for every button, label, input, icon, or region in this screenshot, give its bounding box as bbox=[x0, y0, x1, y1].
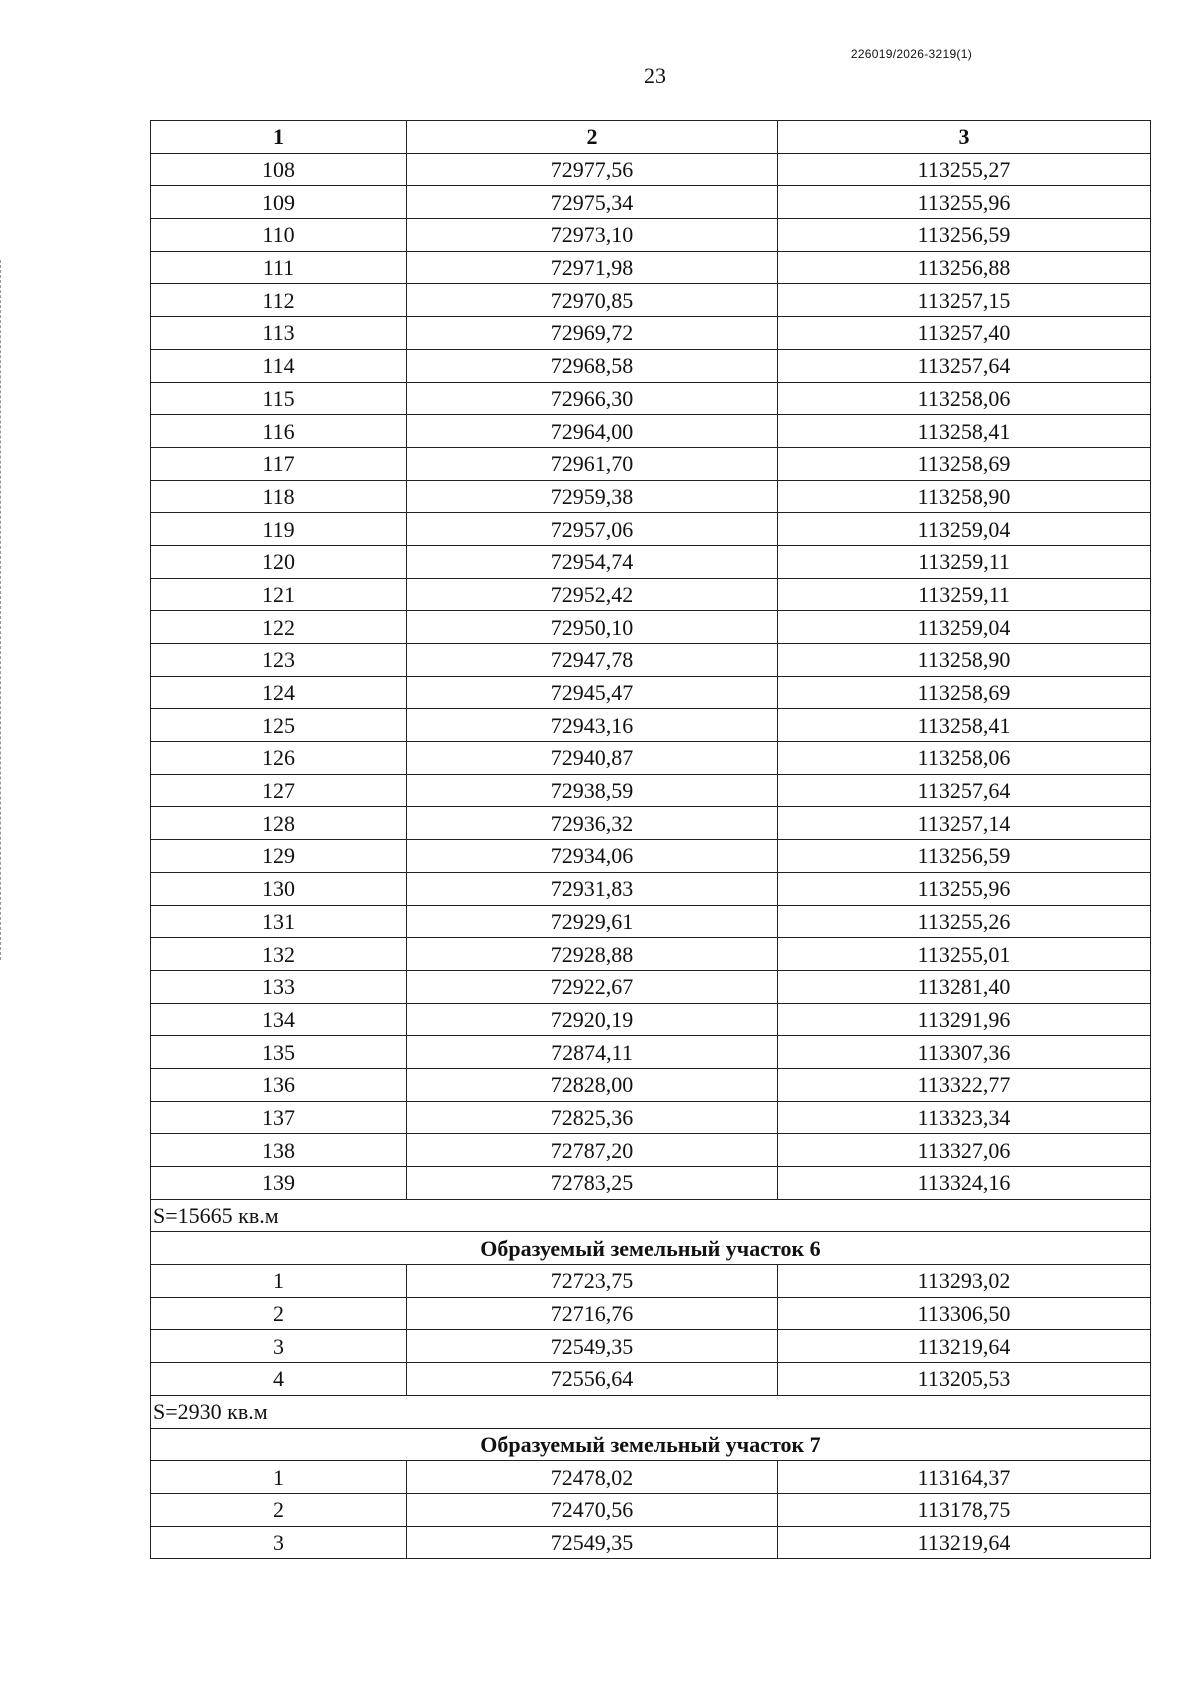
x-coordinate-cell: 72973,10 bbox=[407, 219, 778, 252]
y-coordinate-cell: 113219,64 bbox=[778, 1526, 1151, 1559]
table-row bbox=[151, 186, 1151, 219]
table-row bbox=[151, 1363, 1151, 1396]
point-number-cell: 1 bbox=[151, 1461, 407, 1494]
x-coordinate-cell: 72940,87 bbox=[407, 742, 778, 775]
point-number-cell: 129 bbox=[151, 840, 407, 873]
table-row bbox=[151, 938, 1151, 971]
section-title-6: Образуемый земельный участок 6 bbox=[151, 1232, 1151, 1265]
y-coordinate-cell: 113255,26 bbox=[778, 905, 1151, 938]
y-coordinate-cell: 113258,41 bbox=[778, 415, 1151, 448]
y-coordinate-cell: 113258,06 bbox=[778, 382, 1151, 415]
point-number-cell: 126 bbox=[151, 742, 407, 775]
point-number-cell: 118 bbox=[151, 480, 407, 513]
area-total-row bbox=[151, 1395, 1151, 1428]
y-coordinate-cell: 113322,77 bbox=[778, 1068, 1151, 1101]
x-coordinate-cell: 72969,72 bbox=[407, 317, 778, 350]
x-coordinate-cell: 72549,35 bbox=[407, 1526, 778, 1559]
point-number-cell: 3 bbox=[151, 1526, 407, 1559]
column-header-3: 3 bbox=[778, 121, 1151, 154]
y-coordinate-cell: 113258,41 bbox=[778, 709, 1151, 742]
y-coordinate-cell: 113327,06 bbox=[778, 1134, 1151, 1167]
x-coordinate-cell: 72947,78 bbox=[407, 644, 778, 677]
table-row bbox=[151, 1036, 1151, 1069]
page-number: 23 bbox=[644, 63, 666, 88]
table-row bbox=[151, 1461, 1151, 1494]
column-header-2: 2 bbox=[407, 121, 778, 154]
point-number-cell: 112 bbox=[151, 284, 407, 317]
table-row bbox=[151, 872, 1151, 905]
point-number-cell: 132 bbox=[151, 938, 407, 971]
y-coordinate-cell: 113259,11 bbox=[778, 578, 1151, 611]
y-coordinate-cell: 113255,96 bbox=[778, 872, 1151, 905]
point-number-cell: 139 bbox=[151, 1167, 407, 1200]
coordinates-table bbox=[150, 120, 1151, 1559]
y-coordinate-cell: 113257,40 bbox=[778, 317, 1151, 350]
point-number-cell: 111 bbox=[151, 251, 407, 284]
x-coordinate-cell: 72929,61 bbox=[407, 905, 778, 938]
point-number-cell: 117 bbox=[151, 447, 407, 480]
x-coordinate-cell: 72928,88 bbox=[407, 938, 778, 971]
table-row bbox=[151, 382, 1151, 415]
y-coordinate-cell: 113255,96 bbox=[778, 186, 1151, 219]
point-number-cell: 2 bbox=[151, 1493, 407, 1526]
y-coordinate-cell: 113164,37 bbox=[778, 1461, 1151, 1494]
y-coordinate-cell: 113257,64 bbox=[778, 349, 1151, 382]
y-coordinate-cell: 113255,01 bbox=[778, 938, 1151, 971]
x-coordinate-cell: 72971,98 bbox=[407, 251, 778, 284]
y-coordinate-cell: 113258,90 bbox=[778, 480, 1151, 513]
y-coordinate-cell: 113259,04 bbox=[778, 513, 1151, 546]
y-coordinate-cell: 113256,88 bbox=[778, 251, 1151, 284]
table-row bbox=[151, 774, 1151, 807]
y-coordinate-cell: 113259,04 bbox=[778, 611, 1151, 644]
point-number-cell: 128 bbox=[151, 807, 407, 840]
y-coordinate-cell: 113291,96 bbox=[778, 1003, 1151, 1036]
point-number-cell: 125 bbox=[151, 709, 407, 742]
x-coordinate-cell: 72938,59 bbox=[407, 774, 778, 807]
table-row bbox=[151, 970, 1151, 1003]
x-coordinate-cell: 72825,36 bbox=[407, 1101, 778, 1134]
point-number-cell: 109 bbox=[151, 186, 407, 219]
x-coordinate-cell: 72950,10 bbox=[407, 611, 778, 644]
y-coordinate-cell: 113219,64 bbox=[778, 1330, 1151, 1363]
section-title-6-row bbox=[151, 1232, 1151, 1265]
x-coordinate-cell: 72478,02 bbox=[407, 1461, 778, 1494]
table-row bbox=[151, 219, 1151, 252]
point-number-cell: 3 bbox=[151, 1330, 407, 1363]
point-number-cell: 131 bbox=[151, 905, 407, 938]
table-row bbox=[151, 1134, 1151, 1167]
point-number-cell: 127 bbox=[151, 774, 407, 807]
x-coordinate-cell: 72966,30 bbox=[407, 382, 778, 415]
y-coordinate-cell: 113324,16 bbox=[778, 1167, 1151, 1200]
y-coordinate-cell: 113205,53 bbox=[778, 1363, 1151, 1396]
y-coordinate-cell: 113323,34 bbox=[778, 1101, 1151, 1134]
table-row bbox=[151, 644, 1151, 677]
point-number-cell: 136 bbox=[151, 1068, 407, 1101]
table-row bbox=[151, 284, 1151, 317]
coordinates-sheet bbox=[150, 120, 1150, 1559]
point-number-cell: 122 bbox=[151, 611, 407, 644]
column-header-1: 1 bbox=[151, 121, 407, 154]
x-coordinate-cell: 72943,16 bbox=[407, 709, 778, 742]
x-coordinate-cell: 72723,75 bbox=[407, 1265, 778, 1298]
point-number-cell: 137 bbox=[151, 1101, 407, 1134]
point-number-cell: 1 bbox=[151, 1265, 407, 1298]
y-coordinate-cell: 113178,75 bbox=[778, 1493, 1151, 1526]
y-coordinate-cell: 113256,59 bbox=[778, 840, 1151, 873]
coordinates-table-body bbox=[151, 121, 1151, 1559]
x-coordinate-cell: 72783,25 bbox=[407, 1167, 778, 1200]
point-number-cell: 133 bbox=[151, 970, 407, 1003]
table-row bbox=[151, 1003, 1151, 1036]
table-header-row bbox=[151, 121, 1151, 154]
point-number-cell: 4 bbox=[151, 1363, 407, 1396]
point-number-cell: 135 bbox=[151, 1036, 407, 1069]
point-number-cell: 108 bbox=[151, 153, 407, 186]
point-number-cell: 2 bbox=[151, 1297, 407, 1330]
point-number-cell: 134 bbox=[151, 1003, 407, 1036]
table-row bbox=[151, 578, 1151, 611]
table-row bbox=[151, 317, 1151, 350]
x-coordinate-cell: 72952,42 bbox=[407, 578, 778, 611]
x-coordinate-cell: 72549,35 bbox=[407, 1330, 778, 1363]
table-row bbox=[151, 447, 1151, 480]
table-row bbox=[151, 1265, 1151, 1298]
point-number-cell: 116 bbox=[151, 415, 407, 448]
point-number-cell: 120 bbox=[151, 545, 407, 578]
table-row bbox=[151, 1167, 1151, 1200]
y-coordinate-cell: 113258,06 bbox=[778, 742, 1151, 775]
y-coordinate-cell: 113293,02 bbox=[778, 1265, 1151, 1298]
y-coordinate-cell: 113259,11 bbox=[778, 545, 1151, 578]
point-number-cell: 110 bbox=[151, 219, 407, 252]
table-row bbox=[151, 807, 1151, 840]
y-coordinate-cell: 113281,40 bbox=[778, 970, 1151, 1003]
x-coordinate-cell: 72970,85 bbox=[407, 284, 778, 317]
y-coordinate-cell: 113255,27 bbox=[778, 153, 1151, 186]
table-row bbox=[151, 153, 1151, 186]
point-number-cell: 123 bbox=[151, 644, 407, 677]
point-number-cell: 138 bbox=[151, 1134, 407, 1167]
table-row bbox=[151, 545, 1151, 578]
table-row bbox=[151, 513, 1151, 546]
point-number-cell: 119 bbox=[151, 513, 407, 546]
x-coordinate-cell: 72920,19 bbox=[407, 1003, 778, 1036]
table-row bbox=[151, 1101, 1151, 1134]
table-row bbox=[151, 611, 1151, 644]
y-coordinate-cell: 113258,69 bbox=[778, 447, 1151, 480]
x-coordinate-cell: 72977,56 bbox=[407, 153, 778, 186]
table-row bbox=[151, 1068, 1151, 1101]
table-row bbox=[151, 676, 1151, 709]
x-coordinate-cell: 72556,64 bbox=[407, 1363, 778, 1396]
table-row bbox=[151, 1526, 1151, 1559]
table-row bbox=[151, 1330, 1151, 1363]
x-coordinate-cell: 72931,83 bbox=[407, 872, 778, 905]
table-row bbox=[151, 349, 1151, 382]
y-coordinate-cell: 113258,69 bbox=[778, 676, 1151, 709]
x-coordinate-cell: 72787,20 bbox=[407, 1134, 778, 1167]
point-number-cell: 121 bbox=[151, 578, 407, 611]
x-coordinate-cell: 72954,74 bbox=[407, 545, 778, 578]
document-number: 226019/2026-3219(1) bbox=[850, 47, 972, 61]
table-row bbox=[151, 742, 1151, 775]
x-coordinate-cell: 72934,06 bbox=[407, 840, 778, 873]
table-row bbox=[151, 1493, 1151, 1526]
x-coordinate-cell: 72961,70 bbox=[407, 447, 778, 480]
x-coordinate-cell: 72957,06 bbox=[407, 513, 778, 546]
y-coordinate-cell: 113257,15 bbox=[778, 284, 1151, 317]
table-row bbox=[151, 709, 1151, 742]
section-title-7-row bbox=[151, 1428, 1151, 1461]
x-coordinate-cell: 72936,32 bbox=[407, 807, 778, 840]
area-total: S=2930 кв.м bbox=[151, 1395, 1151, 1428]
y-coordinate-cell: 113256,59 bbox=[778, 219, 1151, 252]
x-coordinate-cell: 72716,76 bbox=[407, 1297, 778, 1330]
table-row bbox=[151, 415, 1151, 448]
table-row bbox=[151, 480, 1151, 513]
x-coordinate-cell: 72959,38 bbox=[407, 480, 778, 513]
x-coordinate-cell: 72968,58 bbox=[407, 349, 778, 382]
y-coordinate-cell: 113307,36 bbox=[778, 1036, 1151, 1069]
point-number-cell: 115 bbox=[151, 382, 407, 415]
section-title-7: Образуемый земельный участок 7 bbox=[151, 1428, 1151, 1461]
x-coordinate-cell: 72975,34 bbox=[407, 186, 778, 219]
y-coordinate-cell: 113257,14 bbox=[778, 807, 1151, 840]
x-coordinate-cell: 72945,47 bbox=[407, 676, 778, 709]
x-coordinate-cell: 72470,56 bbox=[407, 1493, 778, 1526]
x-coordinate-cell: 72964,00 bbox=[407, 415, 778, 448]
point-number-cell: 114 bbox=[151, 349, 407, 382]
table-row bbox=[151, 905, 1151, 938]
x-coordinate-cell: 72828,00 bbox=[407, 1068, 778, 1101]
y-coordinate-cell: 113306,50 bbox=[778, 1297, 1151, 1330]
y-coordinate-cell: 113258,90 bbox=[778, 644, 1151, 677]
area-total-row bbox=[151, 1199, 1151, 1232]
point-number-cell: 113 bbox=[151, 317, 407, 350]
table-row bbox=[151, 1297, 1151, 1330]
x-coordinate-cell: 72874,11 bbox=[407, 1036, 778, 1069]
table-row bbox=[151, 840, 1151, 873]
point-number-cell: 124 bbox=[151, 676, 407, 709]
x-coordinate-cell: 72922,67 bbox=[407, 970, 778, 1003]
scan-edge-mark bbox=[0, 260, 3, 960]
area-total: S=15665 кв.м bbox=[151, 1199, 1151, 1232]
y-coordinate-cell: 113257,64 bbox=[778, 774, 1151, 807]
point-number-cell: 130 bbox=[151, 872, 407, 905]
table-row bbox=[151, 251, 1151, 284]
